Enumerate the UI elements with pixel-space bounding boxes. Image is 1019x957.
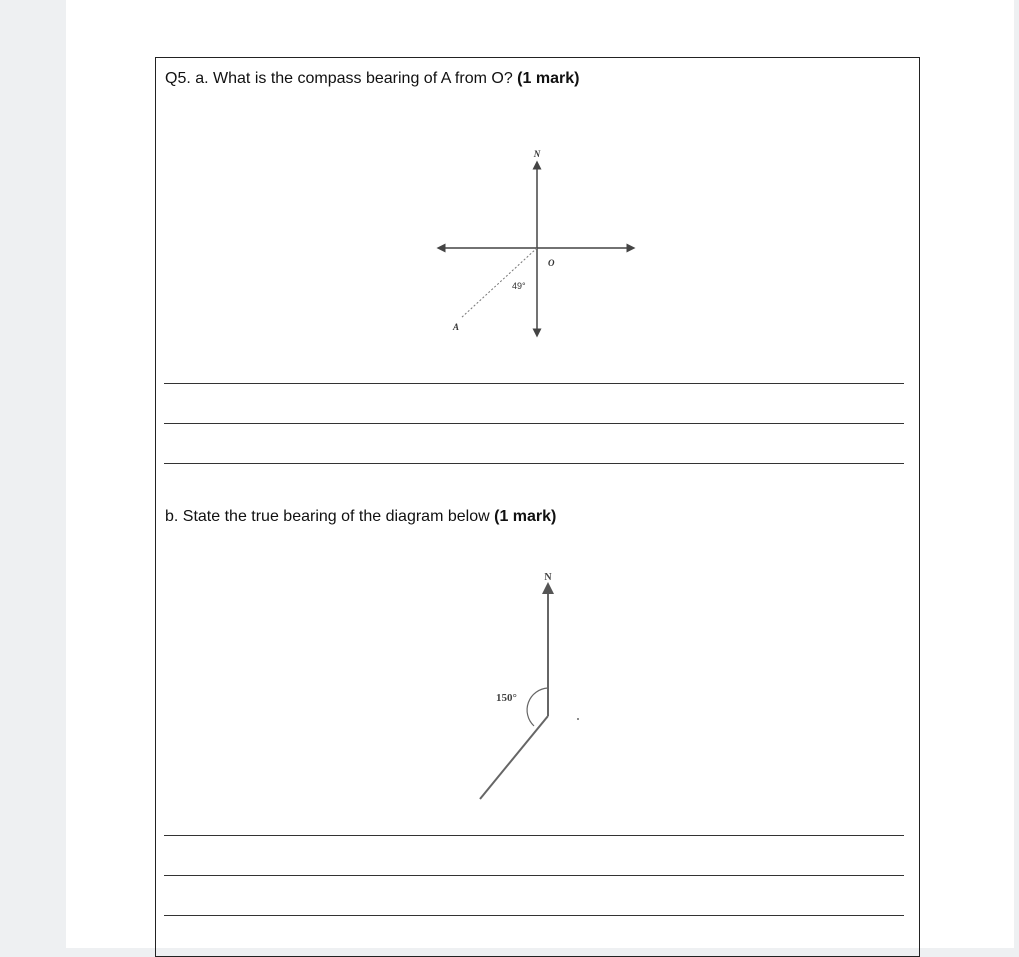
answer-line-b-3[interactable]: [164, 915, 904, 916]
question-b-mark: (1 mark): [494, 508, 557, 525]
bearing-line: [480, 716, 548, 799]
compass-diagram-a: [426, 143, 646, 343]
angle-49-label: 49°: [512, 281, 526, 291]
north-label-b: N: [544, 572, 552, 583]
question-5-box: [155, 57, 920, 957]
answer-line-a-3[interactable]: [164, 463, 904, 464]
question-b-text: [165, 507, 556, 527]
north-label-a: N: [533, 149, 541, 159]
answer-line-b-2[interactable]: [164, 875, 904, 876]
stray-dot: [577, 718, 579, 720]
question-a-text: [165, 69, 579, 89]
question-a-mark: (1 mark): [517, 70, 580, 87]
question-a-prompt: Q5. a. What is the compass bearing of A from O?: [165, 70, 513, 87]
answer-line-b-1[interactable]: [164, 835, 904, 836]
angle-150-label: 150°: [496, 692, 517, 704]
origin-label: O: [548, 258, 555, 268]
bearing-diagram-b: [476, 566, 596, 806]
answer-line-a-1[interactable]: [164, 383, 904, 384]
point-a-label: A: [453, 322, 460, 332]
question-b-prompt: b. State the true bearing of the diagram below: [165, 508, 490, 525]
right-gutter: [1014, 0, 1019, 948]
answer-line-a-2[interactable]: [164, 423, 904, 424]
worksheet-page: [66, 0, 1014, 948]
